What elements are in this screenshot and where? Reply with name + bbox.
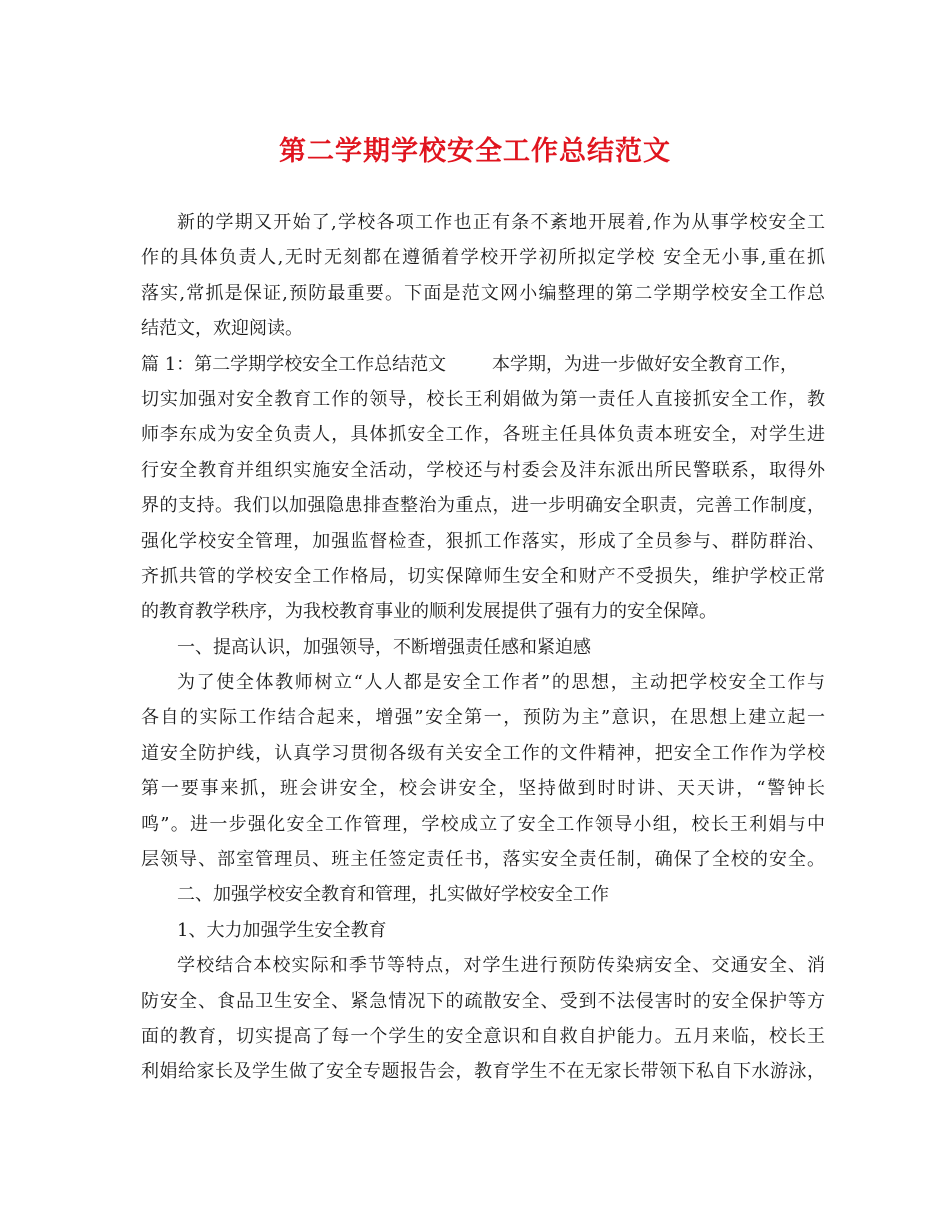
paragraph-line: 防安全、食品卫生安全、紧急情况下的疏散安全、受到不法侵害时的安全保护等方	[141, 990, 825, 1012]
paragraph-line: 新的学期又开始了,学校各项工作也正有条不紊地开展着,作为从事学校安全工	[177, 212, 825, 233]
paragraph-line: 道安全防护线，认真学习贯彻各级有关安全工作的文件精神，把安全工作作为学校	[141, 742, 825, 764]
section-heading: 一、提高认识，加强领导，不断增强责任感和紧迫感	[177, 636, 591, 658]
document-body	[141, 205, 825, 1090]
paragraph-line: 的教育教学秩序，为我校教育事业的顺利发展提供了强有力的安全保障。	[141, 601, 717, 623]
paragraph-line: 作的具体负责人,无时无刻都在遵循着学校开学初所拟定学校 安全无小事,重在抓	[141, 247, 825, 269]
paragraph-line: 各自的实际工作结合起来，增强”安全第一，预防为主”意识，在思想上建立起一	[141, 707, 825, 729]
paragraph-line: 利娟给家长及学生做了安全专题报告会，教育学生不在无家长带领下私自下水游泳，	[141, 1061, 825, 1083]
paragraph-line: 行安全教育并组织实施安全活动，学校还与村委会及沣东派出所民警联系，取得外	[141, 459, 825, 481]
document-title: 第二学期学校安全工作总结范文	[279, 136, 671, 167]
paragraph-line: 师李东成为安全负责人，具体抓安全工作，各班主任具体负责本班安全，对学生进	[141, 424, 825, 446]
paragraph-line: 结范文，欢迎阅读。	[141, 318, 303, 340]
paragraph-line: 界的支持。我们以加强隐患排查整治为重点，进一步明确安全职责，完善工作制度，	[141, 495, 825, 517]
paragraph-line: 强化学校安全管理，加强监督检查，狠抓工作落实，形成了全员参与、群防群治、	[141, 530, 825, 552]
paragraph-line: 齐抓共管的学校安全工作格局，切实保障师生安全和财产不受损失，维护学校正常	[141, 565, 825, 587]
paragraph-line: 层领导、部室管理员、班主任签定责任书，落实安全责任制，确保了全校的安全。	[141, 849, 825, 871]
paragraph-line: 第一要事来抓，班会讲安全，校会讲安全，坚持做到时时讲、天天讲，“警钟长	[141, 778, 825, 800]
paragraph-line: 切实加强对安全教育工作的领导，校长王利娟做为第一责任人直接抓安全工作，教	[141, 388, 825, 410]
paragraph-line: 篇 1：第二学期学校安全工作总结范文 本学期，为进一步做好安全教育工作，	[141, 353, 798, 375]
paragraph-line: 鸣”。进一步强化安全工作管理，学校成立了安全工作领导小组，校长王利娟与中	[141, 813, 825, 835]
subsection-heading: 1、大力加强学生安全教育	[177, 919, 387, 941]
section-heading: 二、加强学校安全教育和管理，扎实做好学校安全工作	[177, 884, 609, 906]
paragraph-line: 学校结合本校实际和季节等特点，对学生进行预防传染病安全、交通安全、消	[177, 955, 825, 977]
paragraph-line: 面的教育，切实提高了每一个学生的安全意识和自救自护能力。五月来临，校长王	[141, 1025, 825, 1047]
paragraph-line: 落实,常抓是保证,预防最重要。下面是范文网小编整理的第二学期学校安全工作总	[141, 282, 825, 304]
paragraph-line: 为了使全体教师树立“人人都是安全工作者”的思想，主动把学校安全工作与	[177, 672, 825, 694]
